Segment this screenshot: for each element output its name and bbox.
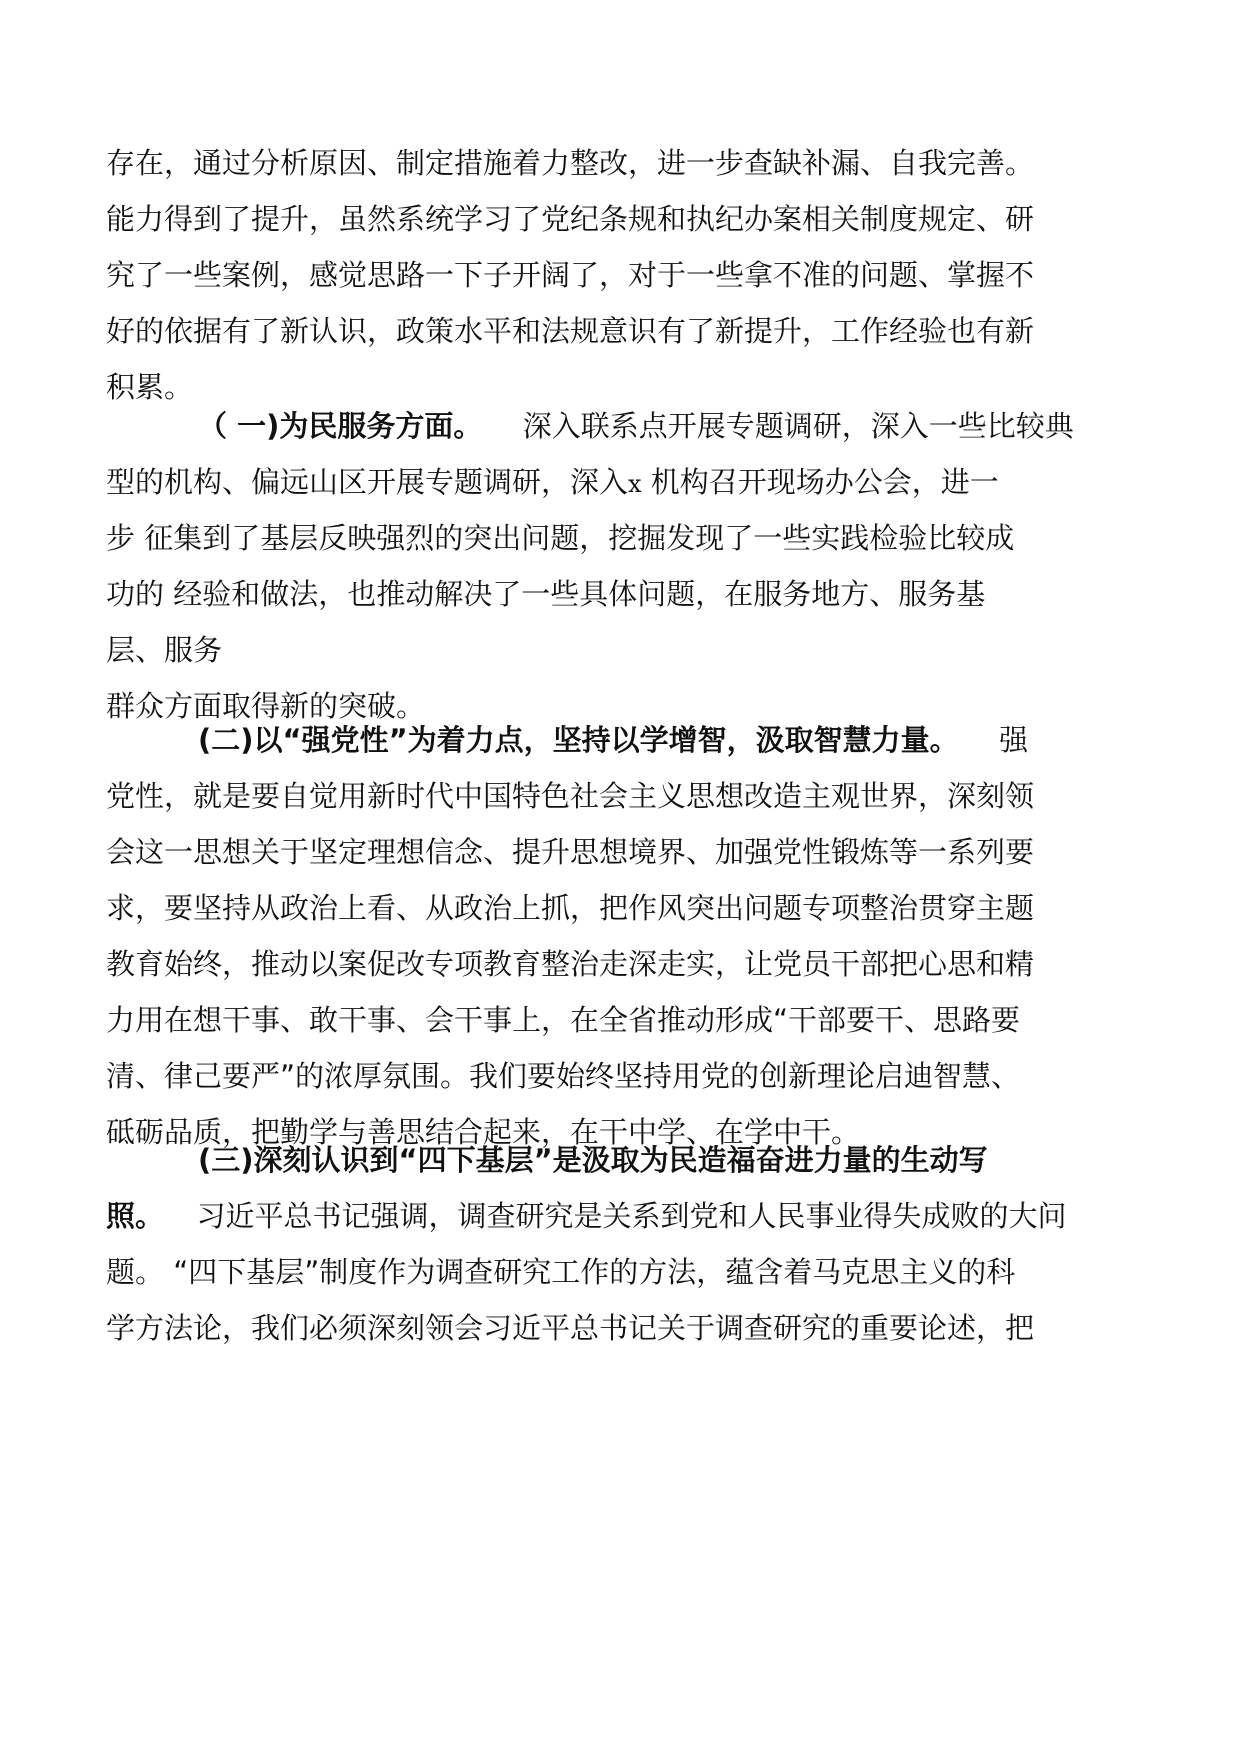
- text-line: [106, 454, 1136, 510]
- text-line: 群众方面取得新的突破。: [106, 689, 426, 723]
- text-span: 习近平总书记强调，调查研究是关系到党和人民事业得失成败的大问: [196, 1199, 1067, 1233]
- text-span: 机构召开现场办公会，进一: [650, 465, 999, 499]
- text-span: 强: [999, 723, 1029, 757]
- section-1-heading: （ 一)为民服务方面。: [198, 409, 483, 443]
- text-line: 功的 经验和做法，也推动解决了一些具体问题，在服务地方、服务基: [106, 577, 986, 611]
- text-span: 型的机构、偏远山区开展专题调研，深入: [106, 465, 629, 499]
- text-line: 砥砺品质，把勤学与善思结合起来，在干中学、在学中干。: [106, 1115, 861, 1149]
- section-2-heading: (二)以“强党性”为着力点，坚持以学增智，汲取智慧力量。: [198, 723, 959, 757]
- text-line: 教育始终，推动以案促改专项教育整治走深走实，让党员干部把心思和精: [106, 947, 1035, 981]
- section-1-paragraph: [106, 398, 1136, 734]
- text-line: 步 征集到了基层反映强烈的突出问题，挖掘发现了一些实践检验比较成: [106, 521, 1015, 555]
- text-line: 清、律己要严”的浓厚氛围。我们要始终坚持用党的创新理论启迪智慧、: [106, 1059, 1021, 1093]
- text-line: 会这一思想关于坚定理想信念、提升思想境界、加强党性锻炼等一系列要: [106, 835, 1035, 869]
- text-line: [106, 712, 1136, 768]
- text-line: 究了一些案例，感觉思路一下子开阔了，对于一些拿不准的问题、掌握不: [106, 258, 1035, 292]
- section-3-paragraph: [106, 1132, 1136, 1356]
- text-line: 存在，通过分析原因、制定措施着力整改，进一步查缺补漏、自我完善。: [106, 146, 1035, 180]
- text-line: 题。 “四下基层”制度作为调查研究工作的方法，蕴含着马克思主义的科: [106, 1255, 1016, 1289]
- text-line: 好的依据有了新认识，政策水平和法规意识有了新提升，工作经验也有新: [106, 314, 1035, 348]
- section-3-heading-end: 照。: [106, 1199, 165, 1233]
- section-3-heading: (三)深刻认识到“四下基层”是汲取为民造福奋进力量的生动写: [198, 1143, 988, 1177]
- text-line: [106, 1188, 1136, 1244]
- text-line: 力用在想干事、敢干事、会干事上，在全省推动形成“干部要干、思路要: [106, 1003, 1021, 1037]
- text-span: 深入联系点开展专题调研，深入一些比较典: [522, 409, 1074, 443]
- section-2-paragraph: [106, 712, 1136, 1160]
- text-line: 积累。: [106, 370, 194, 404]
- intro-paragraph: [106, 135, 1136, 415]
- text-line: 能力得到了提升，虽然系统学习了党纪条规和执纪办案相关制度规定、研: [106, 202, 1035, 236]
- placeholder-x: x: [628, 470, 642, 498]
- text-line: 求，要坚持从政治上看、从政治上抓，把作风突出问题专项整治贯穿主题: [106, 891, 1035, 925]
- text-line: 层、服务: [106, 633, 223, 667]
- text-line: 学方法论，我们必须深刻领会习近平总书记关于调查研究的重要论述，把: [106, 1311, 1035, 1345]
- text-line: [106, 398, 1136, 454]
- text-line: 党性，就是要自觉用新时代中国特色社会主义思想改造主观世界，深刻领: [106, 779, 1035, 813]
